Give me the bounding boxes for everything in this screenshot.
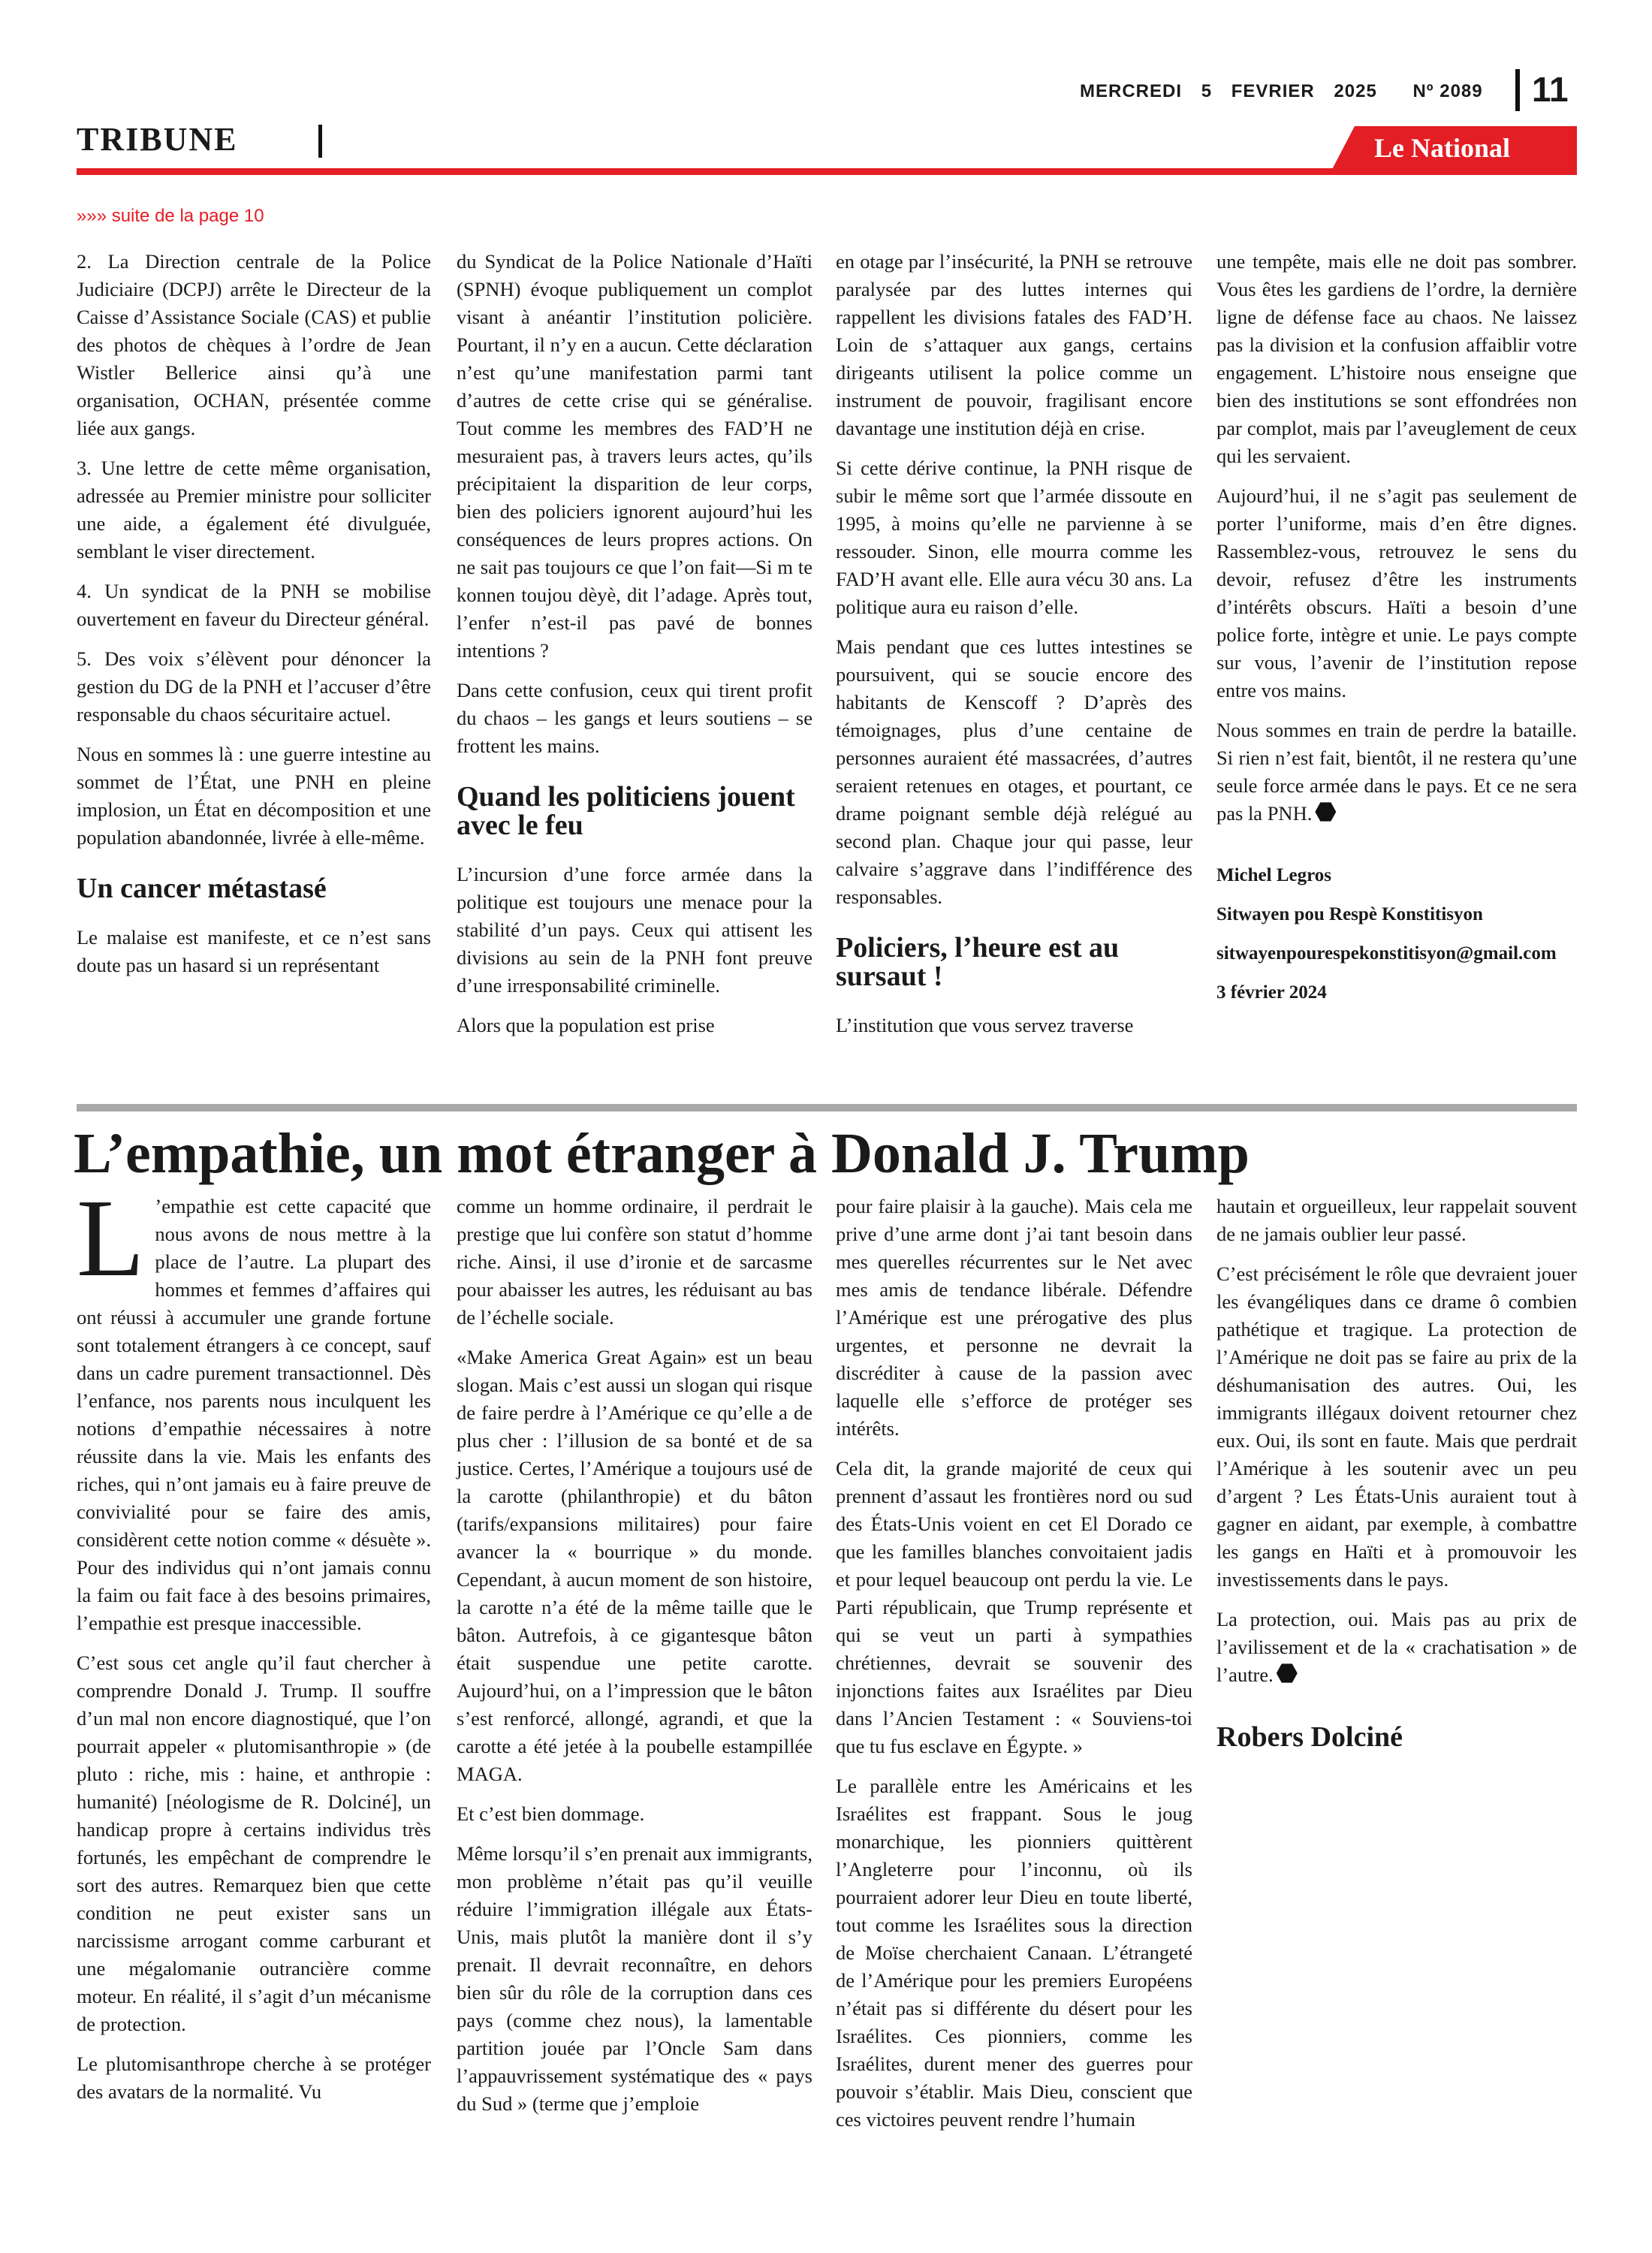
section-divider: [318, 125, 322, 158]
paragraph: C’est sous cet angle qu’il faut chercher à comprendre Donald J. Trump. Il souffre d’un mal non encore diagnostiqué, que l’on pourrait appeler « plutomisanthropie » (de pluto : riche, mis : haine, et anthropie : humanité) [néologisme de R. Dolciné], un handicap propre à certains individus très fortunés, les empêchant de comprendre le sort des autres. Remarquez bien que cette condition ne peut exister sans un narcissisme arrogant comme carburant et une mégalomanie outrancière comme moteur. En réalité, il s’agit d’un mécanisme de protection.: [77, 1651, 431, 2035]
continued-from-link[interactable]: »»» suite de la page 10: [77, 206, 264, 226]
author-name: Robers Dolciné: [1216, 1721, 1403, 1753]
paragraph: pour faire plaisir à la gauche). Mais cela me prive d’une arme dont j’ai tant besoin dans mes querelles récurrentes sur le Net avec mes amis de tendance libérale. Défendre l’Amérique est une prérogative des plus urgentes, et personne ne devrait la discréditer à cause de la passion avec laquelle elle s’efforce de protéger ses intérêts.: [836, 1195, 1192, 1440]
issue-info: [1080, 81, 1497, 102]
paragraph-text: La protection, oui. Mais pas au prix de l’avilissement et de la « crachatisation » de l’autre.: [1216, 1608, 1577, 1686]
section-title: TRIBUNE: [77, 121, 238, 158]
end-mark-icon: [1315, 801, 1336, 822]
page-number: 11: [1532, 70, 1569, 109]
signature-date: 3 février 2024: [1216, 982, 1327, 1003]
paragraph: Même lorsqu’il s’en prenait aux immigrants, mon problème n’était pas qu’il veuille réduire l’immigration illégale aux États-Unis, mais plutôt la manière dont il s’y prenait. Il devrait reconnaître, en dehors bien sûr du rôle de la corruption dans ces pays (comme chez nous), la lamentable partition jouée par l’Oncle Sam dans l’appauvrissement systématique des « pays du Sud » (terme que j’emploie: [457, 1842, 812, 2115]
article2-column-3: [836, 1193, 1192, 2146]
issue-number: Nº 2089: [1412, 81, 1483, 101]
paragraph: [1216, 716, 1577, 828]
article1-column-4: [1216, 248, 1577, 1018]
paragraph: Et c’est bien dommage.: [457, 1802, 645, 1825]
header-rule: [77, 168, 1577, 175]
paragraph: Cela dit, la grande majorité de ceux qui prennent d’assaut les frontières nord ou sud des États-Unis voient en cet El Dorado ce que les familles blanches convoitaient jadis et pour lequel beaucoup ont perdu la vie. Le Parti républicain, que Trump représente et qui se veut un parti à sympathies chrétiennes, devrait se souvenir des injonctions faites aux Israélites par Dieu dans l’Ancien Testament : « Souviens-toi que tu fus esclave en Égypte. »: [836, 1457, 1192, 1757]
signature-email[interactable]: sitwayenpourespekonstitisyon@gmail.com: [1216, 943, 1557, 964]
paragraph: 2. La Direction centrale de la Police Judiciaire (DCPJ) arrête le Directeur de la Caisse d’Assistance Sociale (CAS) et publie des photos de chèques à l’ordre de Jean Wistler Bellerice ainsi qu’à une organisation, OCHAN, présentée comme liée aux gangs.: [77, 250, 431, 439]
lead-paragraph: [77, 1177, 431, 1637]
article2-column-4: [1216, 1193, 1577, 1751]
article1-column-3: [836, 248, 1192, 1051]
article-divider: [77, 1104, 1577, 1111]
paragraph: une tempête, mais elle ne doit pas sombrer. Vous êtes les gardiens de l’ordre, la dernière ligne de défense face au chaos. Ne laissez pas la division et la confusion affaiblir votre engagement. L’histoire nous enseigne que bien des institutions se sont effondrées non par complot, mais par l’aveuglement de ceux qui les servaient.: [1216, 250, 1577, 467]
paragraph: 5. Des voix s’élèvent pour dénoncer la gestion du DG de la PNH et l’accuser d’être responsable du chaos sécuritaire actuel.: [77, 647, 431, 725]
paragraph: hautain et orgueilleux, leur rappelait souvent de ne jamais oublier leur passé.: [1216, 1195, 1577, 1245]
subheading: Quand les politiciens jouent avec le feu: [457, 781, 795, 841]
end-mark-icon: [1277, 1663, 1298, 1684]
paragraph: Mais pendant que ces luttes intestines se poursuivent, qui se soucie encore des habitants de Kenscoff ? D’après des témoignages, plus d’une centaine de personnes auraient été massacrées, d’autres seraient retenues en otages, et pourtant, ce drame poignant semble déjà relégué au second plan. Chaque jour qui passe, leur calvaire s’aggrave dans l’indifférence des responsables.: [836, 635, 1192, 908]
paragraph: 4. Un syndicat de la PNH se mobilise ouvertement en faveur du Directeur général.: [77, 580, 431, 630]
subheading: Un cancer métastasé: [77, 873, 327, 904]
paragraph-text: Nous sommes en train de perdre la bataille. Si rien n’est fait, bientôt, il ne restera qu’une seule force armée dans le pays. Et ce ne sera pas la PNH.: [1216, 719, 1577, 825]
paragraph: Le plutomisanthrope cherche à se protéger des avatars de la normalité. Vu: [77, 2052, 431, 2103]
paragraph: Dans cette confusion, ceux qui tirent profit du chaos – les gangs et leurs soutiens – se frottent les mains.: [457, 679, 812, 757]
signature-org: Sitwayen pou Respè Konstitisyon: [1216, 904, 1483, 924]
signature-name: Michel Legros: [1216, 865, 1331, 885]
paragraph: L’institution que vous servez traverse: [836, 1014, 1134, 1036]
paragraph: L’incursion d’une force armée dans la politique est toujours une menace pour la stabilité d’un pays. Ceux qui attisent les divisions au sein de la PNH font preuve d’une irresponsabilité criminelle.: [457, 863, 812, 997]
paragraph: du Syndicat de la Police Nationale d’Haïti (SPNH) évoque publiquement un complot visant à anéantir l’institution policière. Pourtant, il n’y en a aucun. Cette déclaration n’est qu’une manifestation parmi tant d’autres de cette crise qui se généralise. Tout comme les membres des FAD’H ne mesuraient pas, à travers leurs actes, qu’ils précipitaient la disparition de leur corps, bien des policiers ignorent aujourd’hui les conséquences de leurs propres actions. On ne sait pas toujours ce que l’on fait—Si m te konnen toujou dèyè, dit l’adage. Après tout, l’enfer n’est-il pas pavé de bonnes intentions ?: [457, 250, 812, 662]
subheading: Policiers, l’heure est au sursaut !: [836, 932, 1120, 992]
paragraph: C’est précisément le rôle que devraient jouer les évangéliques dans ce drame ô combien pathétique et tragique. La protection de l’Amérique ne doit pas se faire au prix de la déshumanisation des autres. Oui, les immigrants illégaux doivent retourner chez eux. Oui, ils sont en faute. Mais que perdrait l’Amérique à les soutenir avec un peu d’argent ? Les États-Unis auraient tout à gagner en aidant, par exemple, à combattre les gangs en Haïti et à promouvoir les investissements dans le pays.: [1216, 1262, 1577, 1591]
paragraph: Aujourd’hui, il ne s’agit pas seulement de porter l’uniforme, mais d’en être dignes. Rassemblez-vous, retrouvez le sens du devoir, refusez d’être les instruments d’intérêts obscurs. Haïti a besoin d’une police forte, intègre et unie. Le pays compte sur vous, l’avenir de l’institution repose entre vos mains.: [1216, 484, 1577, 701]
paragraph: en otage par l’insécurité, la PNH se retrouve paralysée par des luttes internes qui rappellent les divisions fatales des FAD’H. Loin de s’attaquer aux gangs, certains dirigeants utilisent la police comme un instrument de pouvoir, fragilisant encore davantage une institution déjà en crise.: [836, 250, 1192, 439]
issue-year: 2025: [1334, 81, 1377, 101]
article1-column-2: [457, 248, 812, 1051]
paragraph: Nous en sommes là : une guerre intestine au sommet de l’État, une PNH en pleine implosion, un État en décomposition et une population abandonnée, livrée à elle-même.: [77, 743, 431, 849]
paragraph: Le malaise est manifeste, et ce n’est sans doute pas un hasard si un représentant: [77, 926, 431, 976]
issue-day: MERCREDI: [1080, 81, 1183, 101]
page-number-divider: [1515, 69, 1520, 111]
paragraph: Si cette dérive continue, la PNH risque de subir le même sort que l’armée dissoute en 1995, à moins qu’elle ne parvienne à se ressouder. Sinon, elle mourra comme les FAD’H avant elle. Elle aura vécu 30 ans. La politique aura eu raison d’elle.: [836, 457, 1192, 618]
issue-month: FEVRIER: [1231, 81, 1315, 101]
paragraph: [1216, 1606, 1577, 1689]
article2-column-1: [77, 1177, 431, 2118]
paragraph: Le parallèle entre les Américains et les Israélites est frappant. Sous le joug monarchique, les pionniers quittèrent l’Angleterre pour l’inconnu, où ils pourraient adorer leur Dieu en toute liberté, tout comme les Israélites sous la direction de Moïse cherchaient Canaan. L’étrangeté de l’Amérique pour les premiers Européens n’était pas si différente du désert pour les Israélites. Ces pionniers, comme les Israélites, durent mener des guerres pour pouvoir s’établir. Mais Dieu, conscient que ces victoires peuvent rendre l’humain: [836, 1775, 1192, 2131]
paragraph: 3. Une lettre de cette même organisation, adressée au Premier ministre pour solliciter une aide, a également été divulguée, semblant le viser directement.: [77, 457, 431, 562]
issue-date: 5: [1201, 81, 1213, 101]
article2-headline: L’empathie, un mot étranger à Donald J. Trump: [74, 1122, 1250, 1185]
paragraph: «Make America Great Again» est un beau slogan. Mais c’est aussi un slogan qui risque de faire perdre à l’Amérique ce qu’elle a de plus cher : l’illusion de sa bonté et de sa justice. Certes, l’Amérique a toujours usé de la carotte (philanthropie) et du bâton (tarifs/expansions militaires) pour faire avancer la « bourrique » du monde. Cependant, à aucun moment de son histoire, la carotte n’a été de la même taille que le bâton. Autrefois, à ce gigantesque bâton était suspendue une petite carotte. Aujourd’hui, on a l’impression que le bâton s’est renforcé, allongé, agrandi, et que la carotte a été jetée à la poubelle estampillée MAGA.: [457, 1346, 812, 1785]
paragraph-text: ’empathie est cette capacité que nous avons de nous mettre à la place de l’autre. La plupart des hommes et femmes d’affaires qui ont réussi à accumuler une grande fortune sont totalement étrangers à ce concept, sauf dans un cadre purement transactionnel. Dès l’enfance, nos parents nous inculquent les notions d’empathie nécessaires à notre réussite dans la vie. Mais les enfants des riches, qui n’ont jamais eu à faire preuve de convivialité pour se faire des amis, considèrent cette notion comme « désuète ». Pour des individus qui n’ont jamais connu la faim ou fait face à des besoins primaires, l’empathie est presque inaccessible.: [77, 1195, 431, 1634]
dropcap: L: [77, 1177, 145, 1300]
article1-column-1: [77, 248, 431, 991]
brand-name: Le National: [1374, 133, 1511, 163]
article2-column-2: [457, 1193, 812, 2130]
paragraph: comme un homme ordinaire, il perdrait le prestige que lui confère son statut d’homme riche. Ainsi, il use d’ironie et de sarcasme pour abaisser les autres, les réduisant au bas de l’échelle sociale.: [457, 1195, 812, 1329]
paragraph: Alors que la population est prise: [457, 1014, 715, 1036]
